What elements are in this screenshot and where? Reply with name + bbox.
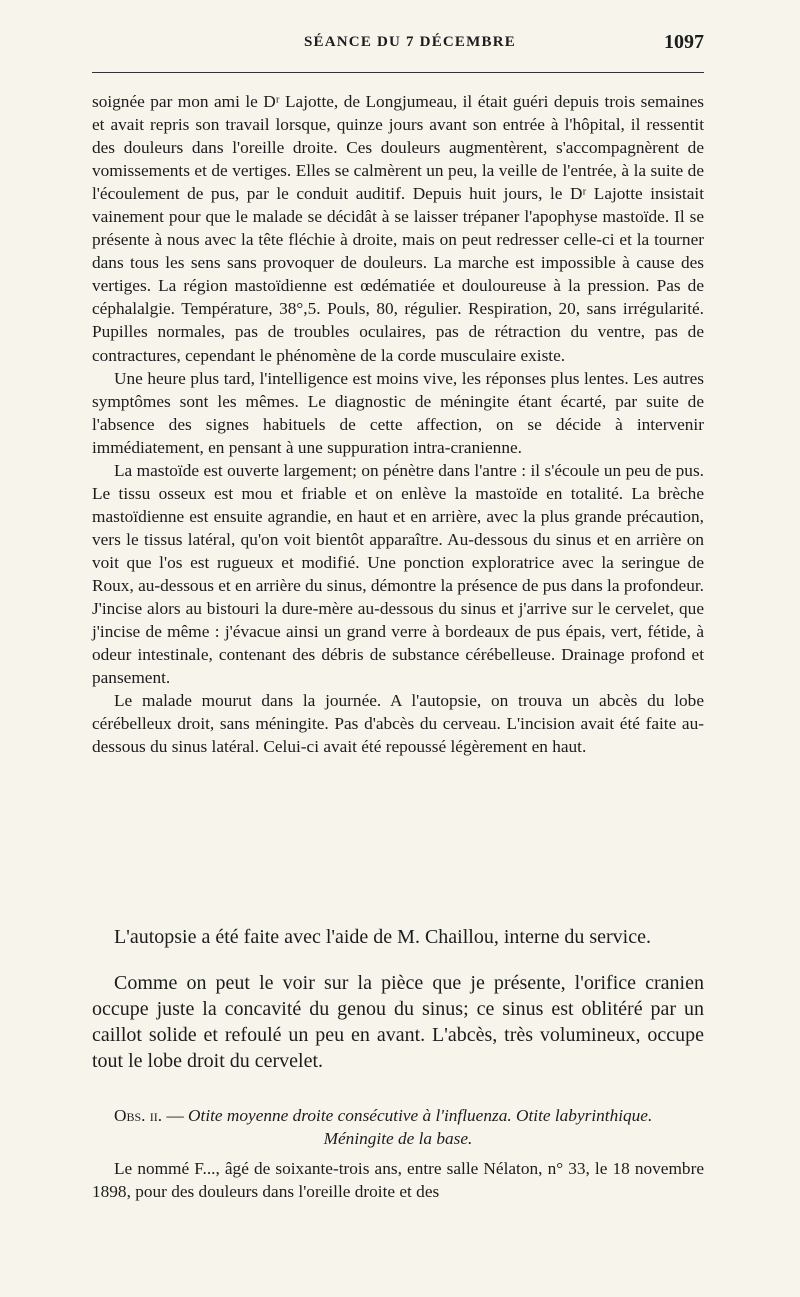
paragraph: Comme on peut le voir sur la pièce que je présente, l'orifice cranien occupe juste la concavité du genou du sinus; ce sinus est oblitéré par un caillot solide et refoulé un peu en avant. L'abcès, très volumineux, occupe tout le lobe droit du cervelet.	[92, 972, 704, 1072]
observation-subtitle: Méningite de la base.	[323, 1129, 473, 1148]
page-number: 1097	[664, 31, 704, 53]
paragraph: L'autopsie a été faite avec l'aide de M. Chaillou, interne du service.	[114, 926, 651, 948]
case-body	[92, 90, 704, 758]
running-title: SÉANCE DU 7 DÉCEMBRE	[304, 34, 516, 50]
paragraph: La mastoïde est ouverte largement; on pénètre dans l'antre : il s'écoule un peu de pus. Le tissu osseux est mou et friable et on enlève la mastoïde en totalité. La brèche mastoïdienne est ensuite agrandie, en haut et en arrière, avec la plus grande précaution, vers le tissus latéral, qu'on voit bientôt apparaître. Au-dessous du sinus et en arrière on voit que l'os est rugueux et modifié. Une ponction exploratrice avec la seringue de Roux, au-dessous et en arrière du sinus, démontre la présence de pus dans la profondeur. J'incise alors au bistouri la dure-mère au-dessous du sinus et j'arrive sur le cervelet, que j'incise de même : j'évacue ainsi un grand verre à bordeaux de pus épais, vert, fétide, à odeur intestinale, contenant des débris de substance cérébelleuse. Drainage profond et pansement.	[92, 460, 704, 688]
header-rule	[92, 72, 704, 73]
observation-heading	[92, 1104, 704, 1150]
observation-label: Obs. ii.	[114, 1106, 163, 1125]
observation-title: Otite moyenne droite consécutive à l'influenza. Otite labyrinthique.	[188, 1106, 653, 1125]
paragraph: Une heure plus tard, l'intelligence est moins vive, les réponses plus lentes. Les autres symptômes sont les mêmes. Le diagnostic de méningite étant écarté, par suite de l'absence des signes habituels de cette affection, on se décide à intervenir immédiatement, en pensant à une suppuration intra-cranienne.	[92, 368, 704, 457]
page-header	[92, 31, 704, 60]
observation-dash: —	[162, 1106, 189, 1125]
paragraph: soignée par mon ami le Dʳ Lajotte, de Longjumeau, il était guéri depuis trois semaines et avait repris son travail lorsque, quinze jours avant son entrée à l'hôpital, il ressentit des douleurs dans l'oreille droite. Ces douleurs augmentèrent, s'accompagnèrent de vomissements et de vertiges. Elles se calmèrent un peu, la veille de l'entrée, à la suite de l'écoulement de pus, par le conduit auditif. Depuis huit jours, le Dʳ Lajotte insistait vainement pour que le malade se décidât à se laisser trépaner l'apophyse mastoïde. Il se présente à nous avec la tête fléchie à droite, mais on peut redresser celle-ci et la tourner dans tous les sens sans provoquer de douleurs. La marche est impossible à cause des vertiges. La région mastoïdienne est œdématiée et douloureuse à la pression. Pas de céphalalgie. Température, 38°,5. Pouls, 80, régulier. Respiration, 20, sans irrégularité. Pupilles normales, pas de troubles oculaires, pas de rétraction du ventre, pas de contractures, cependant le phénomène de la corde musculaire existe.	[92, 92, 704, 365]
commentary-body	[92, 924, 704, 1094]
observation-body	[92, 1157, 704, 1203]
page	[92, 0, 704, 1297]
paragraph: Le nommé F..., âgé de soixante-trois ans, entre salle Nélaton, n° 33, le 18 novembre 1898, pour des douleurs dans l'oreille droite et des	[92, 1159, 704, 1201]
paragraph: Le malade mourut dans la journée. A l'autopsie, on trouva un abcès du lobe cérébelleux droit, sans méningite. Pas d'abcès du cerveau. L'incision avait été faite au-dessous du sinus latéral. Celui-ci avait été repoussé légèrement en haut.	[92, 691, 704, 757]
